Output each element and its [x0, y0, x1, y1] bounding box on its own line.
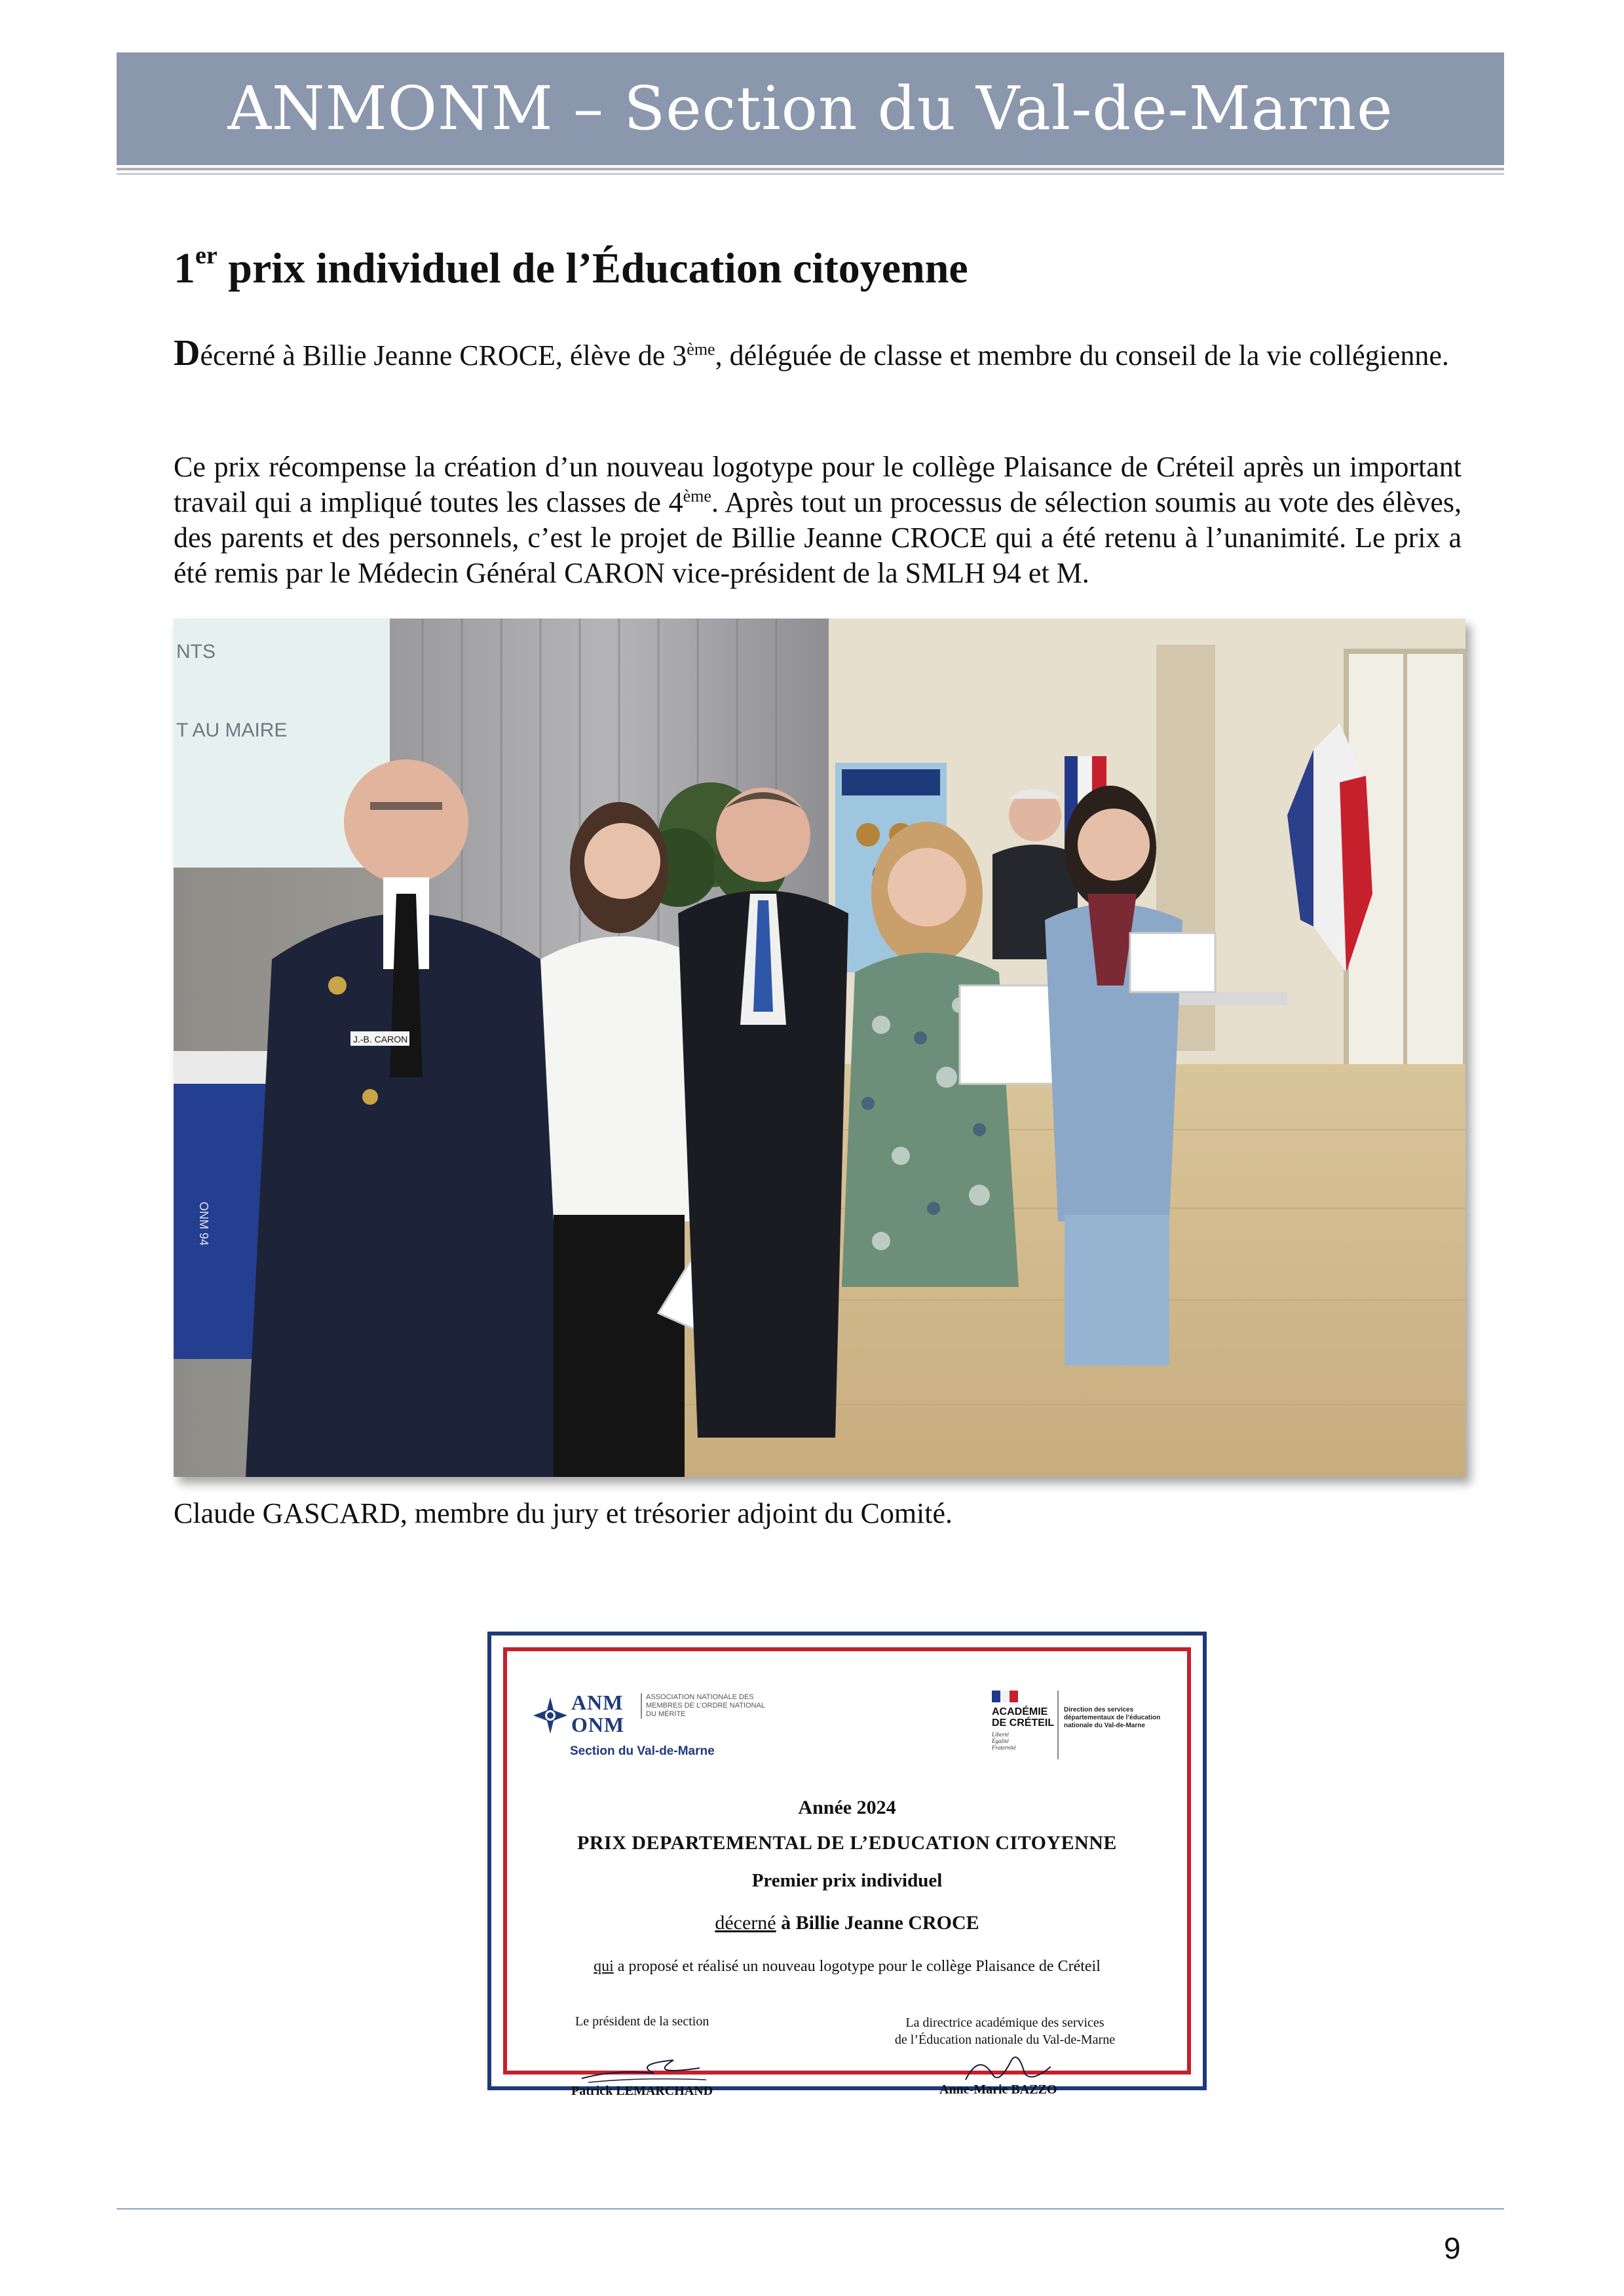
certificate-subtitle: Premier prix individuel: [751, 1870, 943, 1891]
paragraph-text: Ce prix récompense la création d’un nouveau logotype pour le collège Plaisance de Créteil après un important travail qui a impliqué toutes les classes de 4: [174, 451, 1462, 518]
academie-name: ACADÉMIE DE CRÉTEIL: [992, 1706, 1055, 1729]
name-tag-text: J.-B. CARON: [353, 1034, 408, 1044]
awardee-name: à Billie Jeanne CROCE: [776, 1912, 979, 1934]
right-signatory-title: La directrice académique des services de l’Éducation nationale du Val-de-Marne: [894, 2016, 1116, 2047]
certificate-mat: [491, 1636, 1203, 2098]
paragraph-text: . Après tout un processus de sélection soumis au vote des élèves, des parents et des personnels, c’est le projet de Billie Jeanne CROCE qui a été retenu à l’unanimité. Le prix a été remis par le Médecin Général CARON vice-président de la SMLH 94 et M.: [174, 486, 1462, 589]
header-rule-secondary: [117, 173, 1504, 175]
republic-motto: Liberté Égalité Fraternité: [992, 1731, 1016, 1751]
drop-cap: D: [174, 333, 200, 373]
heading-superscript: er: [195, 242, 217, 269]
paragraph-description: [174, 450, 1462, 591]
reason-text: a proposé et réalisé un nouveau logotype pour le collège Plaisance de Créteil: [613, 1958, 1101, 1975]
footer-rule: [117, 2208, 1504, 2210]
certificate-title: PRIX DEPARTEMENTAL DE L’EDUCATION CITOYENNE: [577, 1832, 1117, 1854]
order-star-icon: [531, 1696, 570, 1735]
header-band: [117, 52, 1504, 165]
left-signatory-name: Patrick LEMARCHAND: [571, 2084, 713, 2098]
screen-text-2: T AU MAIRE: [176, 719, 288, 741]
award-ceremony-photo: [174, 619, 1465, 1477]
signature-left: [575, 2050, 713, 2086]
awarded-word: décerné: [715, 1912, 776, 1934]
certificate-awardee: [507, 1912, 1187, 1934]
paragraph-text: écerné à Billie Jeanne CROCE, élève de 3: [200, 339, 687, 372]
article-heading: [174, 244, 968, 294]
superscript: ème: [683, 486, 711, 506]
certificate-reason: [507, 1958, 1187, 1976]
paragraph-awarded: [174, 335, 1462, 373]
left-signatory-title: Le président de la section: [575, 2014, 709, 2029]
certificate-frame: [503, 1647, 1191, 2098]
french-flag-icon: [992, 1691, 1018, 1702]
certificate-image: [487, 1632, 1207, 2098]
anm-association-name: ASSOCIATION NATIONALE DES MEMBRES DE L’ORDRE NATIONAL DU MÉRITE: [641, 1693, 777, 1719]
signature-right: [959, 2047, 1057, 2086]
academie-direction: Direction des services départementaux de l’éducation nationale du Val-de-Marne: [1064, 1706, 1161, 1729]
paragraph-text: , déléguée de classe et membre du conseil de la vie collégienne.: [715, 339, 1449, 372]
anm-word-top: ANM: [571, 1691, 624, 1714]
certificate-year: Année 2024: [798, 1797, 896, 1818]
screen-text-1: NTS: [176, 641, 216, 662]
superscript: ème: [687, 339, 715, 359]
photo-caption: Claude GASCARD, membre du jury et trésorier adjoint du Comité.: [174, 1497, 953, 1529]
anm-word-bottom: ONM: [571, 1713, 625, 1736]
reason-lead-word: qui: [594, 1958, 614, 1975]
right-signatory-name: Anne-Marie BAZZO: [939, 2082, 1057, 2097]
table-tag-text: ONM 94: [197, 1202, 210, 1246]
heading-number: 1: [174, 244, 195, 292]
page-number: 9: [1444, 2231, 1461, 2265]
header-title: ANMONM – Section du Val-de-Marne: [227, 73, 1393, 144]
logo-separator: [1057, 1691, 1059, 1759]
anm-section-name: Section du Val-de-Marne: [570, 1744, 715, 1758]
header-rule: [117, 168, 1504, 170]
heading-text: prix individuel de l’Éducation citoyenne: [217, 244, 968, 292]
